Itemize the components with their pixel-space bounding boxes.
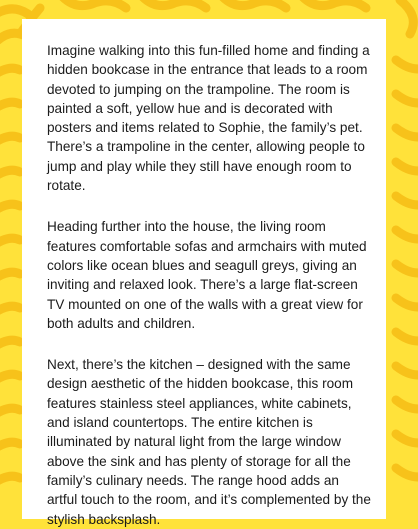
- article-card: [22, 19, 386, 527]
- paragraph-living-room: Heading further into the house, the living room features comfortable sofas and armchairs with muted colors like ocean blues and seagull greys, giving an inviting and relaxed look. There’s a large flat-screen TV mounted on one of the walls with a great view for both adults and children.: [47, 219, 367, 331]
- paragraph-kitchen: Next, there’s the kitchen – designed with the same design aesthetic of the hidden bookcase, this room features stainless steel appliances, white cabinets, and island countertops. The entire kitchen is illuminated by natural light from the large window above the sink and has plenty of storage for all the family’s culinary needs. The range hood adds an artful touch to the room, and it’s complemented by the stylish backsplash.: [47, 357, 371, 527]
- paragraph-trampoline-room: Imagine walking into this fun-filled home and finding a hidden bookcase in the entrance that leads to a room devoted to jumping on the trampoline. The room is painted a soft, yellow hue and is decorated with posters and items related to Sophie, the family’s pet. There’s a trampoline in the center, allowing people to jump and play while they still have enough room to rotate.: [47, 43, 370, 194]
